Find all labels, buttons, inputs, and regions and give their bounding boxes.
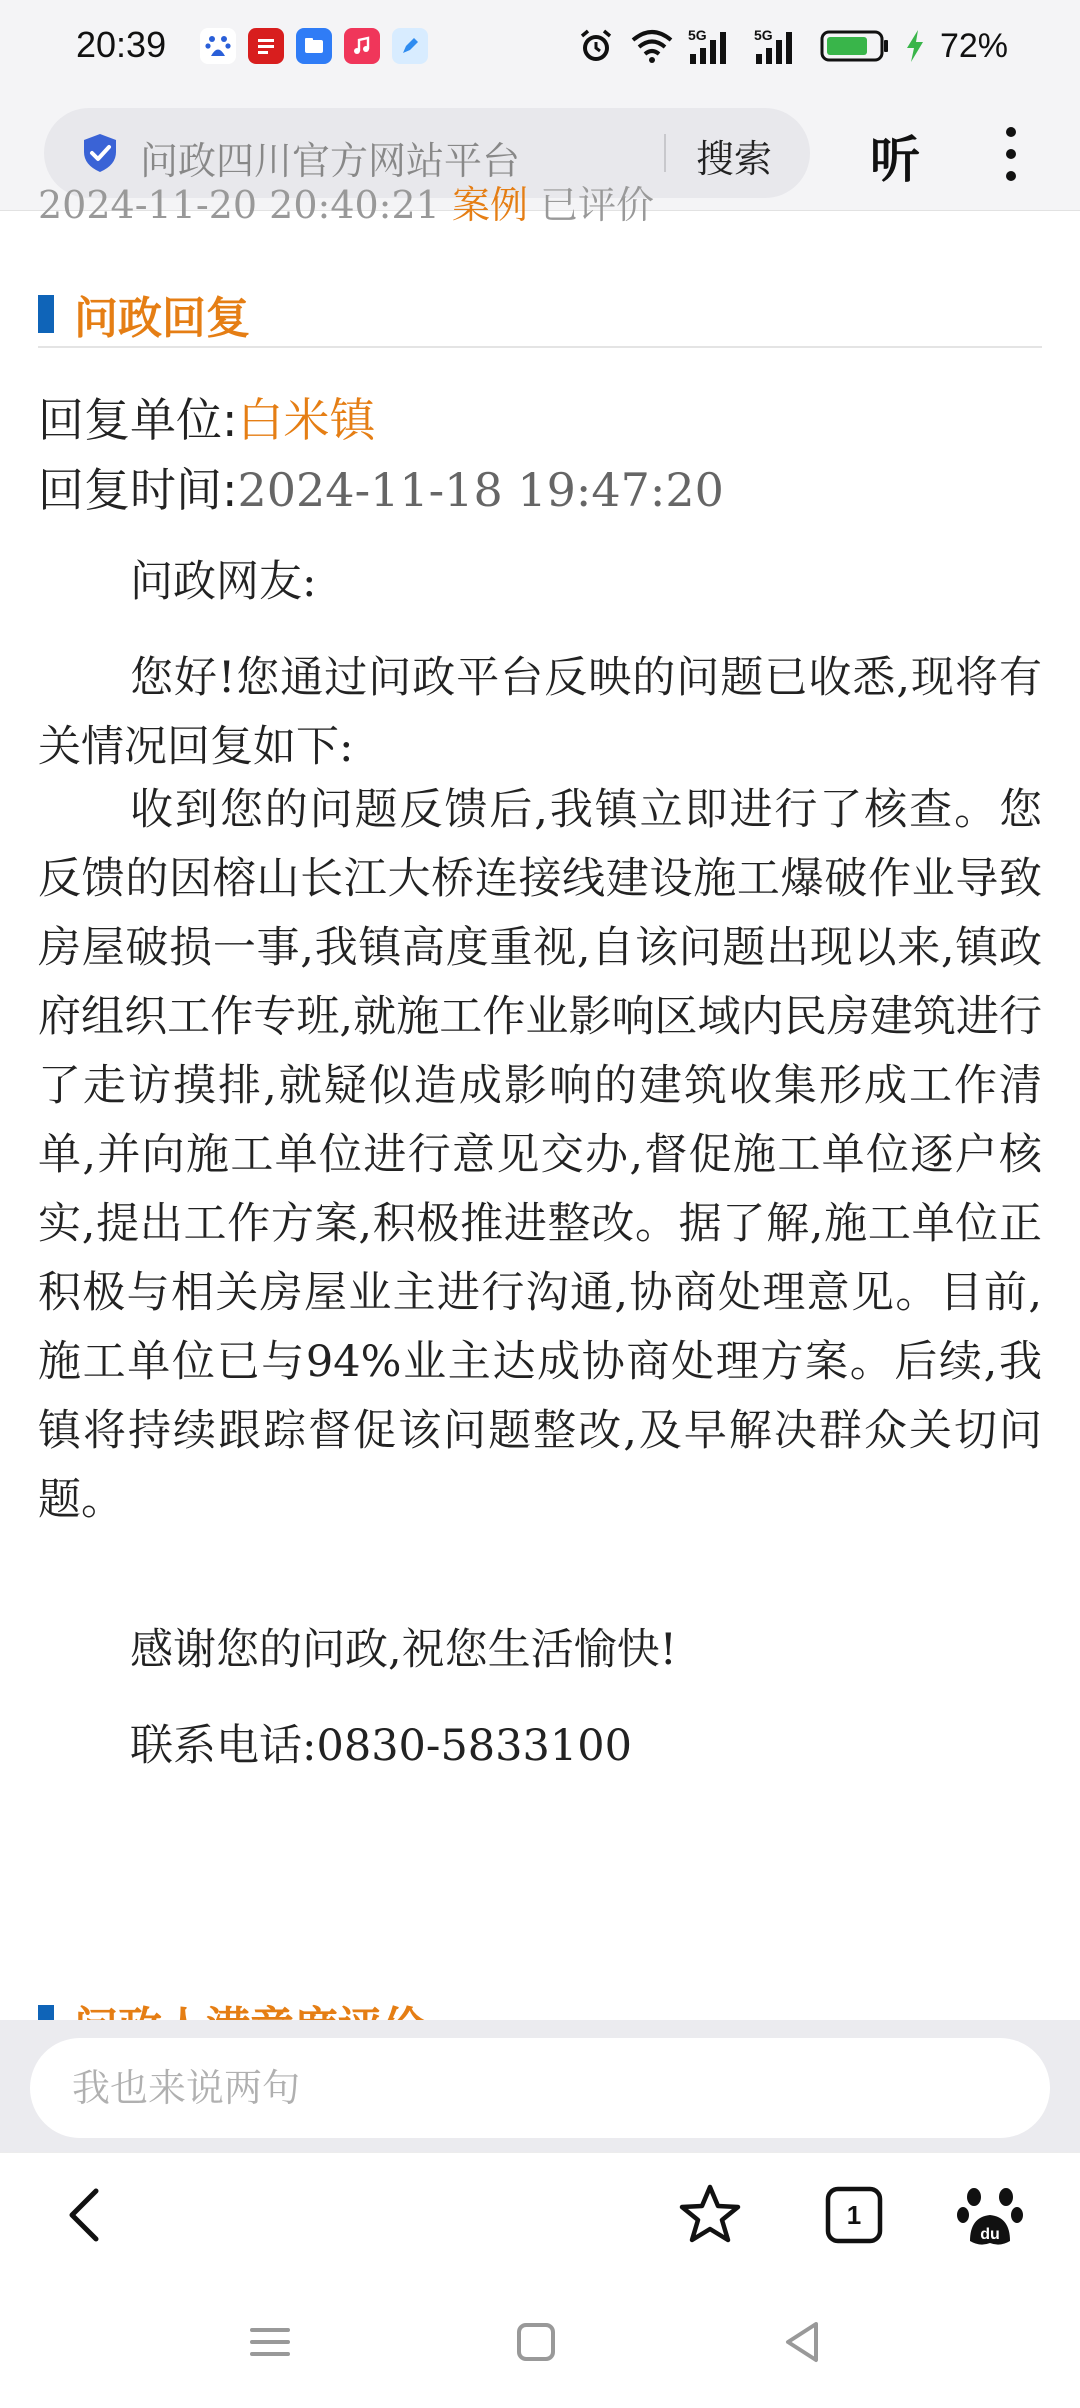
- status-time: 20:39: [76, 24, 167, 65]
- article-content: [0, 183, 1080, 2020]
- baidu-app-icon: [200, 28, 236, 64]
- signal-5g-icon: [688, 26, 740, 66]
- recent-apps-icon[interactable]: [240, 2312, 300, 2372]
- reply-unit-row: [38, 384, 376, 450]
- reply-contact: 联系电话:0830-5833100: [130, 1721, 632, 1771]
- reply-section-title: 问政回复: [74, 293, 250, 344]
- reply-paragraph-2: 收到您的问题反馈后,我镇立即进行了核查。您反馈的因榕山长江大桥连接线建设施工爆破作业导致房屋破损一事,我镇高度重视,自该问题出现以来,镇政府组织工作专班,就施工作业影响区域内民房建筑进行了走访摸排,就疑似造成影响的建筑收集形成工作清单,并向施工单位进行意见交办,督促施工单位逐户核实,提出工作方案,积极推进整改。据了解,施工单位正积极与相关房屋业主进行沟通,协商处理意见。目前,施工单位已与94%业主达成协商处理方案。后续,我镇将持续跟踪督促该问题整改,及早解决群众关切问题。: [38, 785, 1042, 1525]
- reply-unit-label: 回复单位:: [38, 393, 238, 447]
- network-label-2: 5G: [753, 27, 773, 43]
- system-back-icon[interactable]: [772, 2312, 832, 2372]
- bookmark-star-icon[interactable]: [676, 2181, 744, 2249]
- news-app-icon: [248, 28, 284, 64]
- baidu-paw-icon[interactable]: [956, 2181, 1024, 2249]
- tabs-button[interactable]: [820, 2181, 888, 2249]
- browser-toolbar: [0, 2152, 1080, 2277]
- signal-5g-icon-2: [754, 26, 806, 66]
- home-icon[interactable]: [506, 2312, 566, 2372]
- battery-icon: [820, 28, 890, 64]
- previous-meta-link[interactable]: 案例: [451, 183, 528, 227]
- alarm-icon: [576, 26, 616, 66]
- notes-app-icon: [392, 28, 428, 64]
- previous-meta-row: [38, 174, 654, 229]
- battery-percent: 72%: [939, 26, 1008, 65]
- comment-input[interactable]: [30, 2038, 1050, 2138]
- back-icon[interactable]: [52, 2181, 120, 2249]
- security-shield-icon: [78, 131, 122, 175]
- network-label-1: 5G: [687, 27, 707, 43]
- section-divider: [38, 346, 1042, 348]
- music-app-icon: [344, 28, 380, 64]
- svg-text:du: du: [980, 2226, 1000, 2243]
- reply-greeting: 问政网友:: [130, 557, 317, 607]
- reply-time-row: [38, 454, 724, 520]
- previous-meta-date: 2024-11-20 20:40:21: [38, 183, 440, 227]
- more-menu-icon[interactable]: [996, 124, 1026, 184]
- address-divider: [664, 134, 666, 172]
- status-bar: [0, 0, 1080, 96]
- reply-unit-value[interactable]: 白米镇: [237, 393, 376, 447]
- reply-paragraph-1: 您好!您通过问政平台反映的问题已收悉,现将有关情况回复如下:: [38, 653, 1042, 772]
- previous-meta-status: 已评价: [540, 183, 655, 227]
- status-indicators: [576, 22, 1008, 70]
- reply-time-value: 2024-11-18 19:47:20: [237, 463, 724, 517]
- search-button[interactable]: 搜索: [696, 137, 773, 181]
- tab-count: 1: [846, 2199, 862, 2230]
- listen-button[interactable]: 听: [870, 131, 920, 189]
- reply-paragraph-3: 感谢您的问政,祝您生活愉快!: [130, 1625, 677, 1675]
- system-navigation-bar: [0, 2276, 1080, 2408]
- comment-bar: [0, 2020, 1080, 2152]
- reply-section-header: [38, 282, 250, 346]
- file-manager-app-icon: [296, 28, 332, 64]
- wifi-icon: [630, 28, 674, 64]
- status-app-icons: [200, 28, 428, 64]
- reply-time-label: 回复时间:: [38, 463, 238, 517]
- address-text[interactable]: 问政四川官方网站平台: [140, 139, 521, 183]
- section-marker: [38, 295, 54, 333]
- charging-icon: [904, 28, 926, 64]
